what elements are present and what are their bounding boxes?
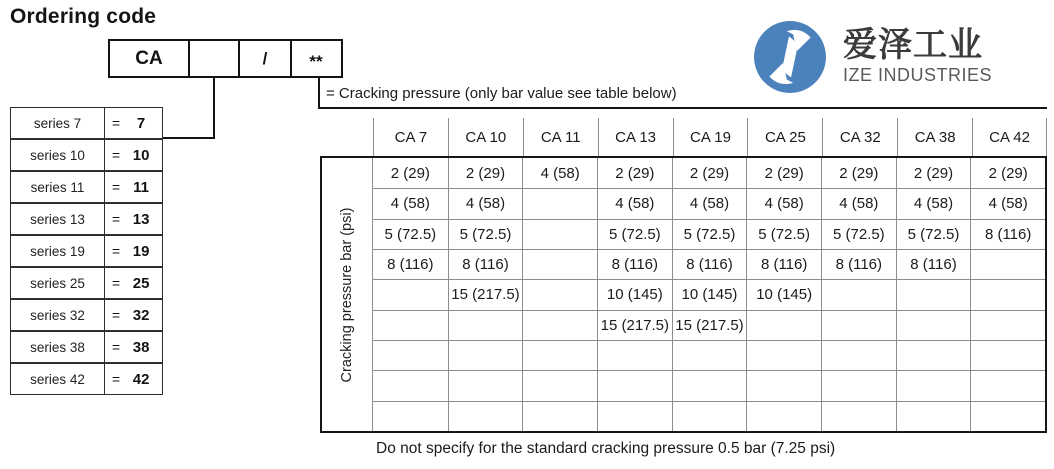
pressure-cell <box>448 310 523 340</box>
equals-sign: = <box>112 307 121 323</box>
pressure-cell: 2 (29) <box>896 158 971 188</box>
pressure-cell <box>896 401 971 431</box>
code-cell-series <box>188 41 238 76</box>
equals-sign: = <box>112 371 121 387</box>
pressure-table-row-label-cell <box>322 158 373 431</box>
series-value <box>105 108 162 138</box>
pressure-cell <box>746 340 821 370</box>
pressure-cell <box>970 249 1045 279</box>
pressure-cell <box>821 310 896 340</box>
pressure-cell: 4 (58) <box>672 188 747 218</box>
pressure-cell <box>970 370 1045 400</box>
series-code: 13 <box>132 210 150 228</box>
series-code: 38 <box>132 338 150 356</box>
series-value <box>105 332 162 362</box>
pressure-cell: 4 (58) <box>373 188 448 218</box>
series-row <box>10 299 163 331</box>
pressure-cell <box>522 249 597 279</box>
pressure-cell: 5 (72.5) <box>597 219 672 249</box>
pressure-cell: 5 (72.5) <box>448 219 523 249</box>
series-code: 7 <box>136 114 146 132</box>
logo-brand-chinese: 爱泽工业 <box>843 25 983 64</box>
pressure-cell: 8 (116) <box>373 249 448 279</box>
ordering-code-box <box>108 39 343 78</box>
header-spacer <box>320 118 373 156</box>
ize-logo-text <box>843 25 993 87</box>
pressure-table-row-label: Cracking pressure bar (psi) <box>339 207 355 382</box>
series-row <box>10 171 163 203</box>
series-label: series 10 <box>11 140 105 170</box>
pressure-cell <box>896 370 971 400</box>
series-legend <box>10 107 163 395</box>
pressure-cell: 2 (29) <box>672 158 747 188</box>
pressure-cell: 4 (58) <box>597 188 672 218</box>
pressure-cell: 4 (58) <box>448 188 523 218</box>
pressure-cell <box>522 279 597 309</box>
pressure-cell: 4 (58) <box>746 188 821 218</box>
series-value <box>105 172 162 202</box>
pressure-cell <box>522 340 597 370</box>
column-header: CA 42 <box>972 118 1047 156</box>
column-header: CA 11 <box>523 118 598 156</box>
series-row <box>10 363 163 395</box>
pressure-cell <box>672 370 747 400</box>
series-value <box>105 364 162 394</box>
pressure-cell <box>970 279 1045 309</box>
series-value <box>105 204 162 234</box>
column-header: CA 38 <box>897 118 972 156</box>
pressure-cell: 8 (116) <box>821 249 896 279</box>
pressure-cell <box>672 340 747 370</box>
pressure-cell <box>597 370 672 400</box>
series-code: 42 <box>132 370 150 388</box>
series-value <box>105 236 162 266</box>
column-header: CA 32 <box>822 118 897 156</box>
ize-logo-mark <box>753 20 827 94</box>
pressure-table-grid <box>373 158 1045 431</box>
pressure-cell <box>448 401 523 431</box>
pressure-cell <box>970 401 1045 431</box>
pressure-cell: 5 (72.5) <box>821 219 896 249</box>
pressure-cell <box>672 401 747 431</box>
pressure-cell: 2 (29) <box>597 158 672 188</box>
pressure-cell: 10 (145) <box>597 279 672 309</box>
equals-sign: = <box>112 115 121 131</box>
series-value <box>105 140 162 170</box>
pressure-cell <box>597 340 672 370</box>
equals-sign: = <box>112 211 121 227</box>
pressure-cell <box>373 401 448 431</box>
pressure-cell: 10 (145) <box>746 279 821 309</box>
series-value <box>105 300 162 330</box>
connector-series-vertical <box>213 78 215 139</box>
series-code: 19 <box>132 242 150 260</box>
pressure-cell <box>373 370 448 400</box>
cracking-pressure-note: = Cracking pressure (only bar value see table below) <box>326 85 677 102</box>
pressure-cell <box>522 370 597 400</box>
series-label: series 7 <box>11 108 105 138</box>
equals-sign: = <box>112 243 121 259</box>
pressure-table-header <box>320 118 1047 156</box>
column-header: CA 25 <box>747 118 822 156</box>
pressure-cell: 15 (217.5) <box>597 310 672 340</box>
series-code: 11 <box>133 178 150 196</box>
pressure-cell: 8 (116) <box>672 249 747 279</box>
logo-brand-english: IZE INDUSTRIES <box>843 65 993 86</box>
series-code: 32 <box>132 306 150 324</box>
pressure-cell: 4 (58) <box>522 158 597 188</box>
pressure-cell <box>821 340 896 370</box>
pressure-cell: 2 (29) <box>821 158 896 188</box>
series-row <box>10 203 163 235</box>
column-header: CA 19 <box>673 118 748 156</box>
pressure-cell: 10 (145) <box>672 279 747 309</box>
series-row <box>10 139 163 171</box>
pressure-cell <box>746 370 821 400</box>
pressure-cell <box>522 310 597 340</box>
pressure-cell <box>896 340 971 370</box>
pressure-cell: 8 (116) <box>448 249 523 279</box>
pressure-cell <box>373 340 448 370</box>
code-cell-slash: / <box>238 41 290 76</box>
page-title: Ordering code <box>10 5 157 28</box>
equals-sign: = <box>112 147 121 163</box>
pressure-cell <box>970 340 1045 370</box>
pressure-cell: 5 (72.5) <box>672 219 747 249</box>
series-code: 25 <box>132 274 150 292</box>
series-label: series 13 <box>11 204 105 234</box>
pressure-cell <box>746 310 821 340</box>
code-cell-prefix: CA <box>135 47 163 69</box>
series-row <box>10 267 163 299</box>
series-row <box>10 107 163 139</box>
pressure-cell: 15 (217.5) <box>672 310 747 340</box>
pressure-cell: 2 (29) <box>970 158 1045 188</box>
connector-stars-horizontal <box>318 107 1047 109</box>
connector-series-horizontal <box>163 137 215 139</box>
connector-stars-vertical <box>318 78 320 109</box>
pressure-cell <box>597 401 672 431</box>
pressure-cell <box>821 279 896 309</box>
pressure-table-body <box>320 156 1047 433</box>
pressure-cell: 5 (72.5) <box>373 219 448 249</box>
series-row <box>10 235 163 267</box>
pressure-cell <box>373 279 448 309</box>
pressure-cell: 2 (29) <box>448 158 523 188</box>
pressure-cell: 5 (72.5) <box>896 219 971 249</box>
series-label: series 42 <box>11 364 105 394</box>
series-label: series 32 <box>11 300 105 330</box>
pressure-cell <box>970 310 1045 340</box>
series-value <box>105 268 162 298</box>
column-header: CA 13 <box>598 118 673 156</box>
pressure-cell: 8 (116) <box>896 249 971 279</box>
equals-sign: = <box>112 179 121 195</box>
pressure-cell <box>896 310 971 340</box>
code-cell-stars: ** <box>290 41 340 76</box>
pressure-cell <box>522 401 597 431</box>
column-header: CA 10 <box>448 118 523 156</box>
pressure-cell: 5 (72.5) <box>746 219 821 249</box>
equals-sign: = <box>112 275 121 291</box>
series-label: series 11 <box>11 172 105 202</box>
pressure-cell <box>373 310 448 340</box>
pressure-cell <box>448 370 523 400</box>
pressure-cell <box>821 401 896 431</box>
series-code: 10 <box>132 146 150 164</box>
pressure-cell: 4 (58) <box>970 188 1045 218</box>
pressure-cell: 8 (116) <box>970 219 1045 249</box>
column-header: CA 7 <box>373 118 448 156</box>
pressure-cell <box>746 401 821 431</box>
pressure-cell: 4 (58) <box>896 188 971 218</box>
pressure-cell <box>896 279 971 309</box>
pressure-cell <box>448 340 523 370</box>
pressure-cell <box>522 219 597 249</box>
equals-sign: = <box>112 339 121 355</box>
series-label: series 38 <box>11 332 105 362</box>
pressure-cell <box>821 370 896 400</box>
series-row <box>10 331 163 363</box>
ize-logo <box>753 20 992 94</box>
pressure-cell: 15 (217.5) <box>448 279 523 309</box>
pressure-cell: 4 (58) <box>821 188 896 218</box>
pressure-cell <box>522 188 597 218</box>
pressure-cell: 2 (29) <box>746 158 821 188</box>
series-label: series 25 <box>11 268 105 298</box>
pressure-cell: 2 (29) <box>390 164 430 182</box>
pressure-table-footnote: Do not specify for the standard cracking pressure 0.5 bar (7.25 psi) <box>376 440 836 457</box>
series-label: series 19 <box>11 236 105 266</box>
pressure-cell: 8 (116) <box>597 249 672 279</box>
pressure-cell: 8 (116) <box>746 249 821 279</box>
